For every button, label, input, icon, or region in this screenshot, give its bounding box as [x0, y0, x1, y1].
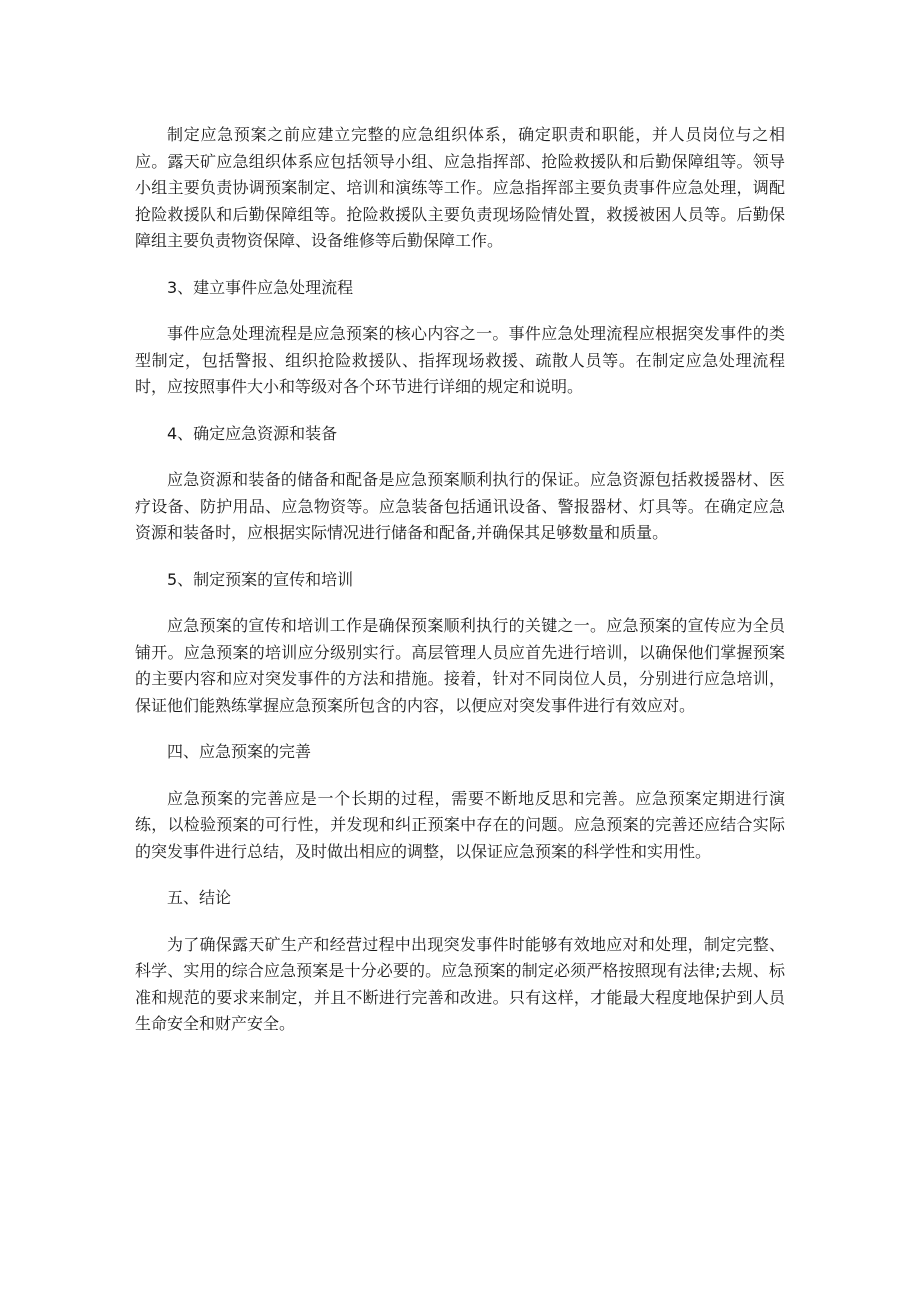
paragraph-resources-equipment: 应急资源和装备的储备和配备是应急预案顺利执行的保证。应急资源包括救援器材、医疗设备、防护用品、应急物资等。应急装备包括通讯设备、警报器材、灯具等。在确定应急资源和装备时，应根据实际情况进行储备和配备,并确保其足够数量和质量。 — [135, 470, 785, 542]
paragraph-publicity-training: 应急预案的宣传和培训工作是确保预案顺利执行的关键之一。应急预案的宣传应为全员铺开。应急预案的培训应分级别实行。高层管理人员应首先进行培训，以确保他们掌握预案的主要内容和应对突发事件的方法和措施。接着，针对不同岗位人员，分别进行应急培训，保证他们能熟练掌握应急预案所包含的内容，以便应对突发事件进行有效应对。 — [135, 616, 785, 715]
paragraph-organization-system: 制定应急预案之前应建立完整的应急组织体系，确定职责和职能，并人员岗位与之相应。露天矿应急组织体系应包括领导小组、应急指挥部、抢险救援队和后勤保障组等。领导小组主要负责协调预案制定、培训和演练等工作。应急指挥部主要负责事件应急处理，调配抢险救援队和后勤保障组等。抢险救援队主要负责现场险情处置，救援被困人员等。后勤保障组主要负责物资保障、设备维修等后勤保障工作。 — [135, 125, 785, 250]
heading-publicity-training: 5、制定预案的宣传和培训 — [167, 569, 354, 589]
heading-plan-improvement: 四、应急预案的完善 — [167, 742, 312, 761]
heading-conclusion: 五、结论 — [167, 888, 232, 907]
paragraph-conclusion: 为了确保露天矿生产和经营过程中出现突发事件时能够有效地应对和处理，制定完整、科学、实用的综合应急预案是十分必要的。应急预案的制定必须严格按照现有法律;去规、标准和规范的要求来制定，并且不断进行完善和改进。只有这样，才能最大程度地保护到人员生命安全和财产安全。 — [135, 934, 785, 1033]
heading-response-process: 3、建立事件应急处理流程 — [167, 277, 354, 297]
heading-resources-equipment: 4、确定应急资源和装备 — [167, 423, 338, 443]
paragraph-response-process: 事件应急处理流程是应急预案的核心内容之一。事件应急处理流程应根据突发事件的类型制定，包括警报、组织抢险救援队、指挥现场救援、疏散人员等。在制定应急处理流程时，应按照事件大小和等级对各个环节进行详细的规定和说明。 — [135, 324, 785, 396]
document-page — [135, 122, 785, 1058]
paragraph-plan-improvement: 应急预案的完善应是一个长期的过程，需要不断地反思和完善。应急预案定期进行演练，以检验预案的可行性，并发现和纠正预案中存在的问题。应急预案的完善还应结合实际的突发事件进行总结，及时做出相应的调整，以保证应急预案的科学性和实用性。 — [135, 788, 785, 861]
